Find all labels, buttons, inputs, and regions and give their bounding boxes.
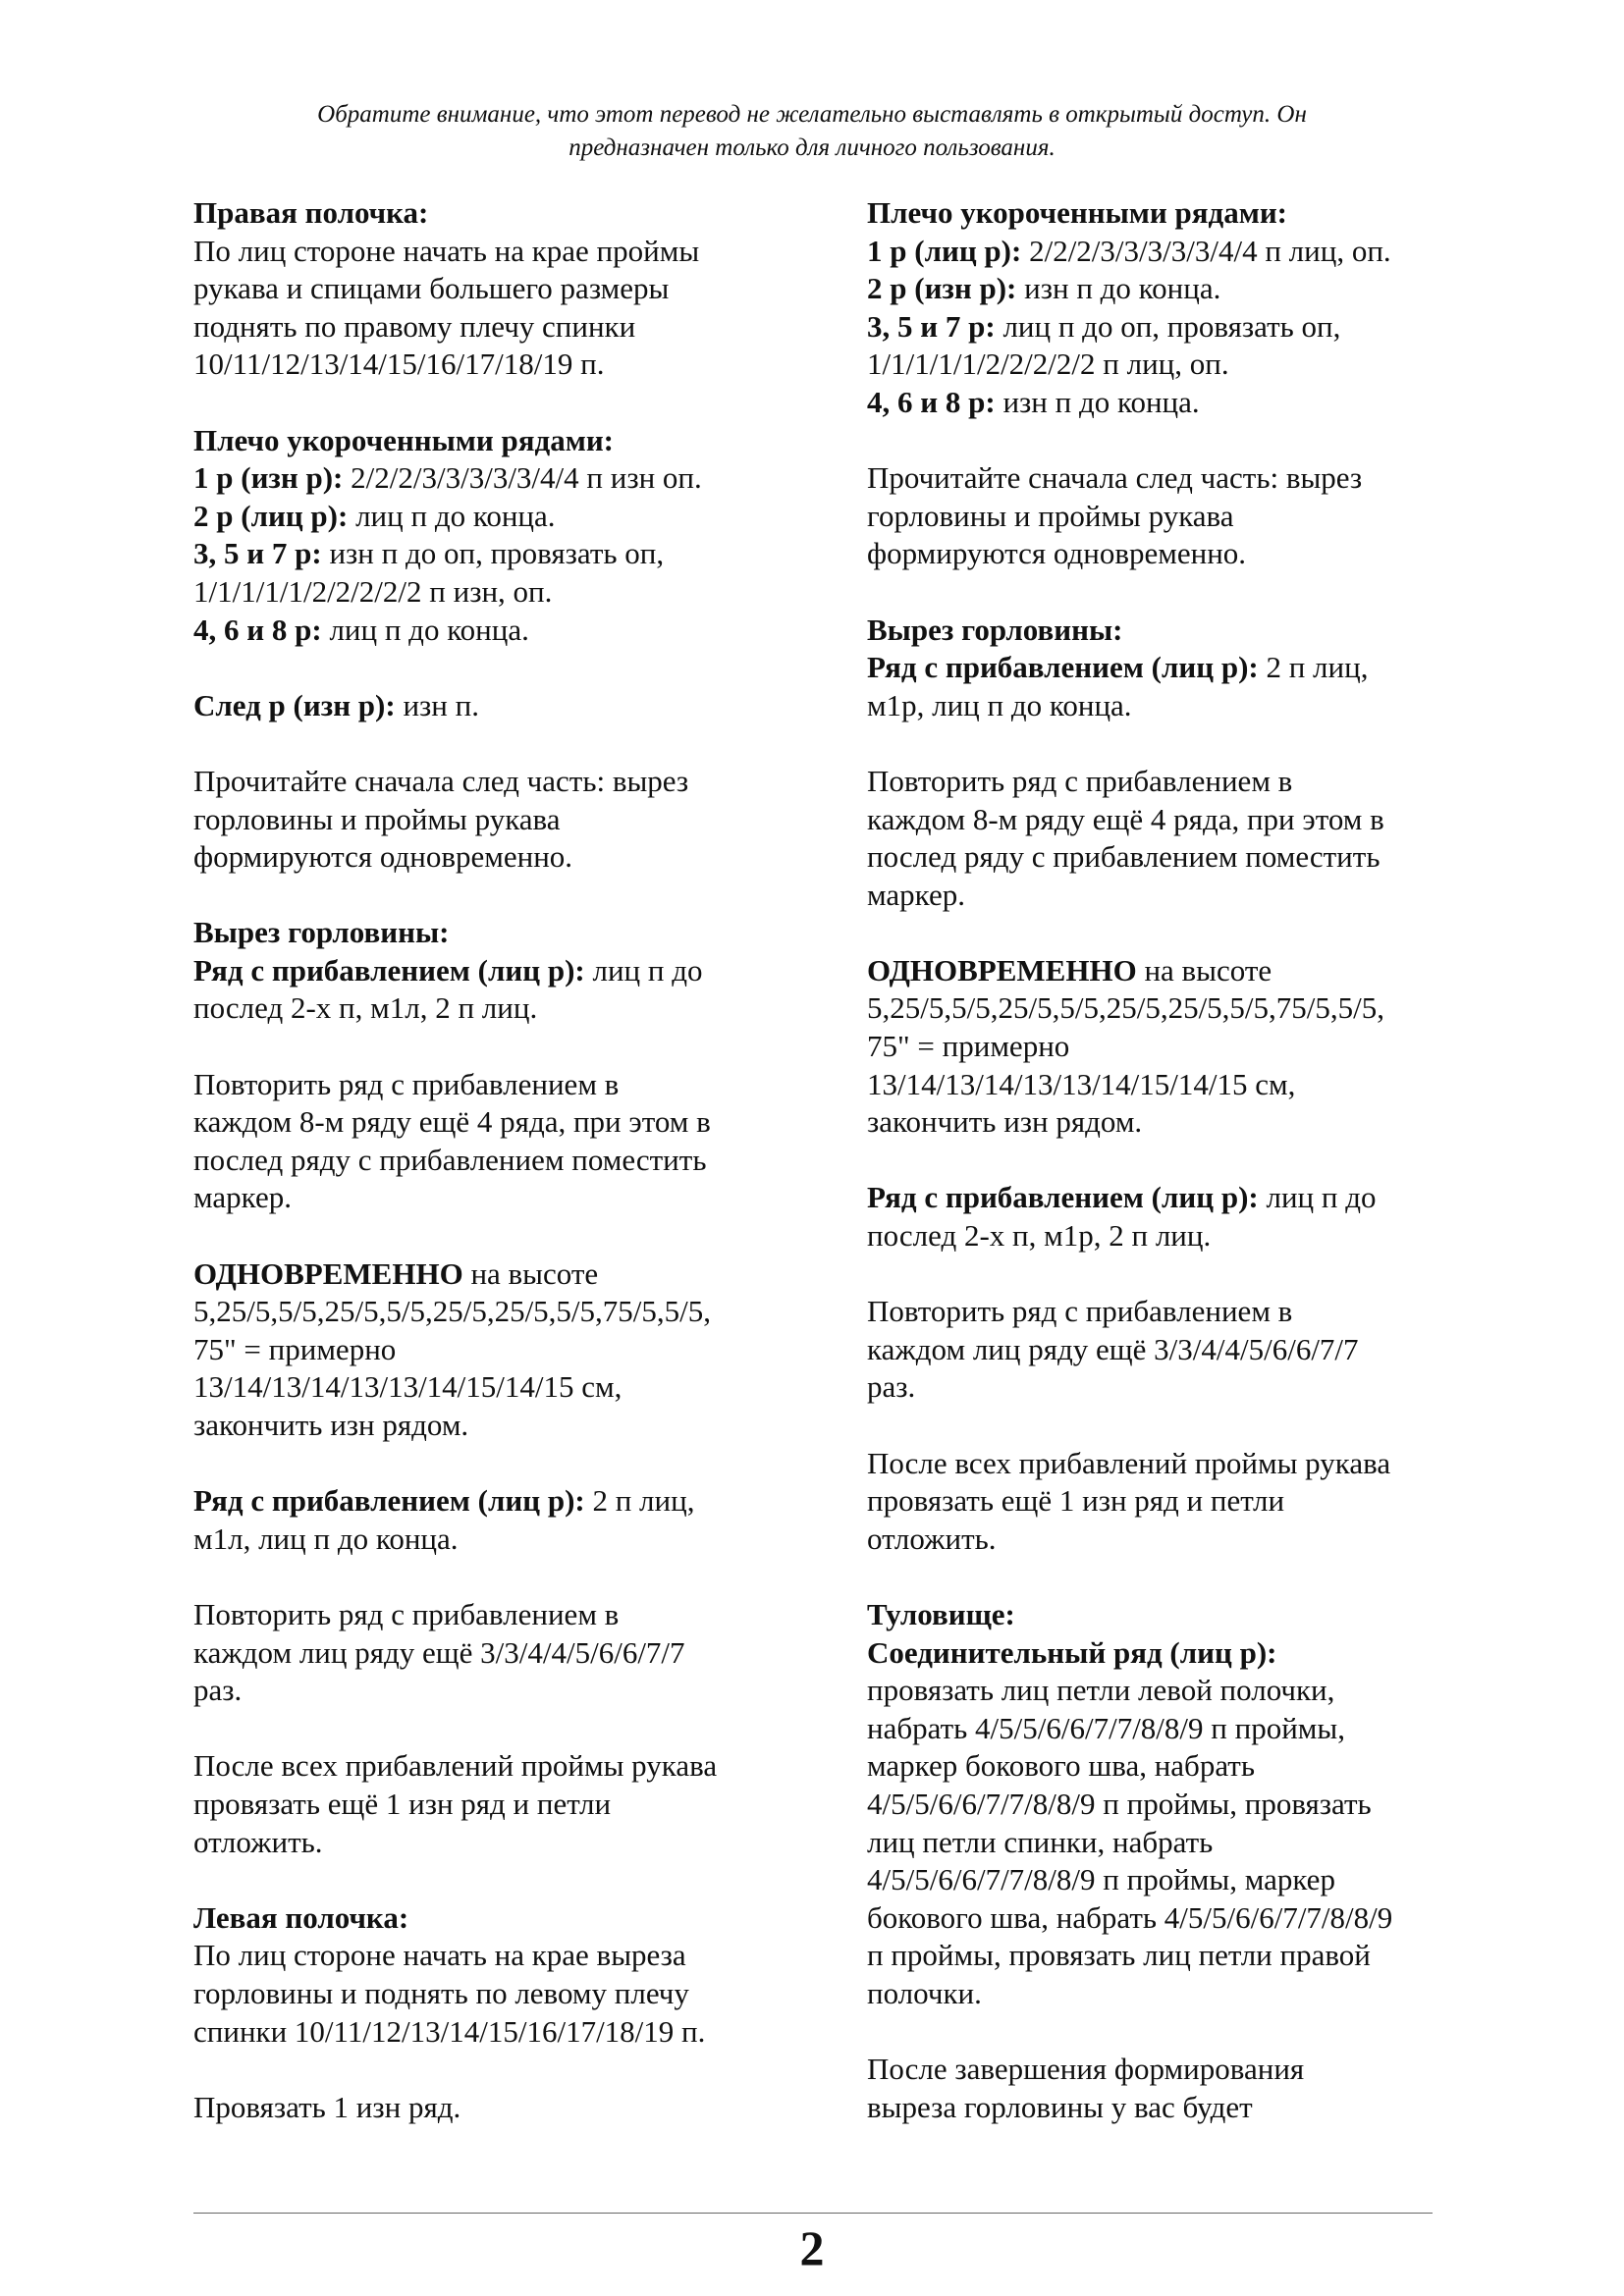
text-run: горловины и поднять по левому плечу — [193, 1975, 689, 2010]
text-run: горловины и проймы рукава — [867, 498, 1234, 533]
text-run: 4/5/5/6/6/7/7/8/8/9 п проймы, маркер — [867, 1862, 1335, 1897]
text-run: изн п до конца. — [1016, 271, 1221, 306]
text-line — [867, 1293, 1466, 1331]
text-run: спинки 10/11/12/13/14/15/16/17/18/19 п. — [193, 2013, 706, 2049]
paragraph — [193, 1747, 792, 1861]
paragraph — [867, 1445, 1466, 1559]
text-line — [193, 989, 792, 1028]
text-run: послед ряду с прибавлением поместить — [867, 839, 1380, 875]
bold-label: Ряд с прибавлением (лиц р): — [193, 952, 585, 988]
text-line — [193, 1786, 792, 1824]
text-line — [193, 346, 792, 384]
text-run: Провязать 1 изн ряд. — [193, 2089, 461, 2124]
text-line — [193, 1899, 792, 1938]
text-run: Повторить ряд с прибавлением в — [867, 763, 1293, 798]
paragraph — [193, 1255, 792, 1445]
text-line — [193, 1824, 792, 1862]
paragraph — [867, 194, 1466, 422]
text-run: Прочитайте сначала след часть: вырез — [193, 763, 689, 798]
text-run: По лиц стороне начать на крае проймы — [193, 233, 700, 268]
text-run: провязать ещё 1 изн ряд и петли — [193, 1786, 612, 1821]
text-run: закончить изн рядом. — [867, 1104, 1143, 1140]
text-run: После завершения формирования — [867, 2052, 1305, 2087]
text-run: на высоте — [462, 1255, 599, 1291]
text-run: каждом лиц ряду ещё 3/3/4/4/5/6/6/7/7 — [193, 1634, 685, 1670]
text-run: лиц п до оп, провязать оп, — [995, 308, 1341, 344]
text-run: поднять по правому плечу спинки — [193, 308, 636, 344]
text-run: По лиц стороне начать на крае выреза — [193, 1938, 686, 1973]
text-run: 2 п лиц, — [584, 1483, 695, 1519]
paragraph — [193, 1596, 792, 1710]
text-run: 2/2/2/3/3/3/3/3/4/4 п лиц, оп. — [1021, 233, 1391, 268]
text-run: лиц петли спинки, набрать — [867, 1824, 1214, 1859]
text-run: Повторить ряд с прибавлением в — [193, 1596, 620, 1631]
text-run: 13/14/13/14/13/13/14/15/14/15 см, — [193, 1369, 623, 1405]
text-line — [867, 1217, 1466, 1255]
paragraph — [193, 422, 792, 650]
text-run: раз. — [193, 1673, 243, 1708]
text-run: 2 п лиц, — [1258, 650, 1369, 685]
text-run: изн п. — [395, 687, 479, 722]
text-run: каждом 8-м ряду ещё 4 ряда, при этом в — [867, 801, 1384, 836]
bold-label: 2 р (лиц р): — [193, 498, 349, 533]
text-line — [867, 1899, 1466, 1938]
bold-label: 1 р (лиц р): — [867, 233, 1022, 268]
text-run: п проймы, провязать лиц петли правой — [867, 1938, 1371, 1973]
text-line — [867, 1786, 1466, 1824]
text-run: формируются одновременно. — [867, 536, 1247, 571]
text-line — [193, 687, 792, 725]
text-run: отложить. — [867, 1521, 997, 1556]
text-line — [867, 1747, 1466, 1786]
text-line — [193, 1482, 792, 1521]
notice-line: Обратите внимание, что этот перевод не желательно выставлять в открытый доступ. Он — [317, 101, 1307, 128]
text-line — [193, 1747, 792, 1786]
text-line — [193, 459, 792, 498]
text-line — [193, 573, 792, 612]
left-text-column — [193, 194, 792, 2164]
footer-divider — [193, 2213, 1433, 2214]
text-run: 1/1/1/1/1/2/2/2/2/2 п изн, оп. — [193, 573, 553, 609]
text-line — [193, 1672, 792, 1710]
text-line — [867, 1861, 1466, 1899]
paragraph — [867, 1293, 1466, 1407]
text-run: Повторить ряд с прибавлением в — [867, 1294, 1293, 1329]
text-line — [867, 1634, 1466, 1673]
paragraph — [867, 459, 1466, 573]
bold-label: ОДНОВРЕМЕННО — [193, 1255, 463, 1291]
text-run: 1/1/1/1/1/2/2/2/2/2 п лиц, оп. — [867, 347, 1229, 382]
text-run: лиц п до — [584, 952, 703, 988]
text-line — [193, 1407, 792, 1445]
bold-label: 3, 5 и 7 р: — [867, 308, 996, 344]
text-line — [193, 1255, 792, 1294]
text-run: 75" = примерно — [193, 1331, 397, 1366]
text-run: 75" = примерно — [867, 1029, 1070, 1064]
bold-label: Плечо укороченными рядами: — [867, 195, 1288, 230]
text-line — [193, 422, 792, 460]
text-line — [867, 1937, 1466, 1975]
text-line — [867, 989, 1466, 1028]
text-line — [867, 308, 1466, 347]
bold-label: Правая полочка: — [193, 195, 429, 230]
text-line — [193, 194, 792, 233]
text-line — [867, 1672, 1466, 1710]
text-line — [867, 2051, 1466, 2089]
bold-label: Ряд с прибавлением (лиц р): — [867, 650, 1259, 685]
text-line — [867, 498, 1466, 536]
text-run: 5,25/5,5/5,25/5,5/5,25/5,25/5,5/5,75/5,5/5, — [193, 1294, 712, 1329]
text-line — [193, 1975, 792, 2013]
paragraph — [193, 763, 792, 877]
text-line — [867, 1066, 1466, 1104]
text-line — [193, 2089, 792, 2127]
bold-label: След р (изн р): — [193, 687, 396, 722]
bold-label: ОДНОВРЕМЕННО — [867, 952, 1137, 988]
right-text-column — [867, 194, 1466, 2164]
bold-label: Ряд с прибавлением (лиц р): — [193, 1483, 585, 1519]
text-line — [867, 194, 1466, 233]
text-line — [193, 1521, 792, 1559]
bold-label: Вырез горловины: — [193, 915, 450, 950]
text-run: После всех прибавлений проймы рукава — [867, 1445, 1391, 1480]
text-line — [193, 1066, 792, 1104]
text-run: лиц п до — [1258, 1180, 1377, 1215]
text-run: провязать ещё 1 изн ряд и петли — [867, 1483, 1285, 1519]
text-line — [193, 498, 792, 536]
text-line — [867, 2089, 1466, 2127]
text-run: послед ряду с прибавлением поместить — [193, 1142, 707, 1177]
bold-label: 4, 6 и 8 р: — [867, 384, 996, 419]
text-line — [193, 270, 792, 308]
text-run: 2/2/2/3/3/3/3/3/4/4 п изн оп. — [343, 460, 702, 496]
text-run: послед 2-х п, м1л, 2 п лиц. — [193, 990, 538, 1026]
text-line — [193, 1937, 792, 1975]
bold-label: Левая полочка: — [193, 1899, 409, 1935]
text-line — [193, 308, 792, 347]
text-line — [193, 838, 792, 877]
text-run: каждом лиц ряду ещё 3/3/4/4/5/6/6/7/7 — [867, 1331, 1359, 1366]
paragraph — [193, 1066, 792, 1217]
text-run: провязать лиц петли левой полочки, — [867, 1673, 1335, 1708]
text-run: изн п до конца. — [995, 384, 1200, 419]
text-run: на высоте — [1136, 952, 1272, 988]
text-line — [867, 1445, 1466, 1483]
paragraph — [867, 952, 1466, 1142]
text-run: рукава и спицами большего размеры — [193, 271, 670, 306]
text-line — [193, 952, 792, 990]
text-run: каждом 8-м ряду ещё 4 ряда, при этом в — [193, 1104, 711, 1140]
text-line — [867, 1028, 1466, 1066]
text-run: м1л, лиц п до конца. — [193, 1521, 459, 1556]
text-run: бокового шва, набрать 4/5/5/6/6/7/7/8/8/9 — [867, 1899, 1393, 1935]
text-run: послед 2-х п, м1р, 2 п лиц. — [867, 1218, 1212, 1254]
paragraph — [193, 687, 792, 725]
paragraph — [867, 2051, 1466, 2126]
text-line — [193, 763, 792, 801]
text-run: маркер. — [193, 1180, 292, 1215]
paragraph — [867, 1596, 1466, 2013]
text-line — [867, 1179, 1466, 1217]
text-line — [867, 649, 1466, 687]
text-line — [867, 763, 1466, 801]
text-line — [867, 877, 1466, 915]
text-line — [867, 233, 1466, 271]
bold-label: 3, 5 и 7 р: — [193, 536, 322, 571]
text-line — [193, 1331, 792, 1369]
text-run: изн п до оп, провязать оп, — [321, 536, 665, 571]
text-run: После всех прибавлений проймы рукава — [193, 1748, 718, 1784]
paragraph — [193, 914, 792, 1028]
text-line — [193, 1596, 792, 1634]
text-run: м1р, лиц п до конца. — [867, 687, 1132, 722]
text-line — [867, 459, 1466, 498]
paragraph — [193, 2089, 792, 2127]
text-line — [193, 1103, 792, 1142]
text-line — [193, 2013, 792, 2052]
text-line — [193, 612, 792, 650]
text-line — [867, 687, 1466, 725]
text-line — [193, 535, 792, 573]
text-line — [193, 1368, 792, 1407]
text-line — [867, 838, 1466, 877]
text-run: маркер бокового шва, набрать — [867, 1748, 1255, 1784]
text-run: закончить изн рядом. — [193, 1408, 469, 1442]
text-run: лиц п до конца. — [321, 612, 529, 647]
text-line — [867, 535, 1466, 573]
bold-label: Ряд с прибавлением (лиц р): — [867, 1180, 1259, 1215]
text-run: полочки. — [867, 1975, 982, 2010]
text-run: отложить. — [193, 1824, 323, 1859]
bold-label: Соединительный ряд (лиц р): — [867, 1634, 1277, 1670]
paragraph — [867, 1179, 1466, 1255]
text-run: 13/14/13/14/13/13/14/15/14/15 см, — [867, 1066, 1296, 1101]
text-line — [867, 1368, 1466, 1407]
translation-notice — [196, 98, 1428, 165]
text-line — [193, 233, 792, 271]
text-run: 5,25/5,5/5,25/5,5/5,25/5,25/5,5/5,75/5,5/5, — [867, 990, 1385, 1026]
text-line — [867, 346, 1466, 384]
text-run: выреза горловины у вас будет — [867, 2089, 1253, 2124]
paragraph — [867, 763, 1466, 914]
text-line — [193, 801, 792, 839]
bold-label: Вырез горловины: — [867, 612, 1123, 647]
text-line — [867, 270, 1466, 308]
paragraph — [193, 1482, 792, 1558]
text-line — [193, 914, 792, 952]
text-line — [867, 1824, 1466, 1862]
text-run: формируются одновременно. — [193, 839, 573, 875]
text-line — [867, 1596, 1466, 1634]
bold-label: 1 р (изн р): — [193, 460, 344, 496]
text-line — [193, 1179, 792, 1217]
text-line — [193, 1293, 792, 1331]
text-run: горловины и проймы рукава — [193, 801, 561, 836]
paragraph — [867, 612, 1466, 725]
text-line — [867, 1975, 1466, 2013]
text-line — [867, 1103, 1466, 1142]
bold-label: Туловище: — [867, 1596, 1015, 1631]
bold-label: 2 р (изн р): — [867, 271, 1017, 306]
text-run: 4/5/5/6/6/7/7/8/8/9 п проймы, провязать — [867, 1786, 1372, 1821]
text-line — [867, 1482, 1466, 1521]
text-line — [867, 384, 1466, 422]
paragraph — [193, 194, 792, 384]
text-run: набрать 4/5/5/6/6/7/7/8/8/9 п проймы, — [867, 1710, 1345, 1745]
text-run: Повторить ряд с прибавлением в — [193, 1066, 620, 1101]
text-run: 10/11/12/13/14/15/16/17/18/19 п. — [193, 347, 605, 382]
text-line — [867, 1331, 1466, 1369]
text-run: Прочитайте сначала след часть: вырез — [867, 460, 1363, 496]
notice-line: предназначен только для личного пользования. — [568, 134, 1056, 161]
text-line — [867, 612, 1466, 650]
text-line — [867, 1710, 1466, 1748]
text-run: раз. — [867, 1369, 916, 1405]
text-run: маркер. — [867, 877, 965, 912]
bold-label: 4, 6 и 8 р: — [193, 612, 322, 647]
paragraph — [193, 1899, 792, 2051]
text-run: лиц п до конца. — [348, 498, 556, 533]
text-line — [193, 1634, 792, 1673]
text-line — [193, 1142, 792, 1180]
text-line — [867, 952, 1466, 990]
text-line — [867, 1521, 1466, 1559]
text-line — [867, 801, 1466, 839]
bold-label: Плечо укороченными рядами: — [193, 422, 615, 457]
page-number: 2 — [799, 2220, 825, 2275]
